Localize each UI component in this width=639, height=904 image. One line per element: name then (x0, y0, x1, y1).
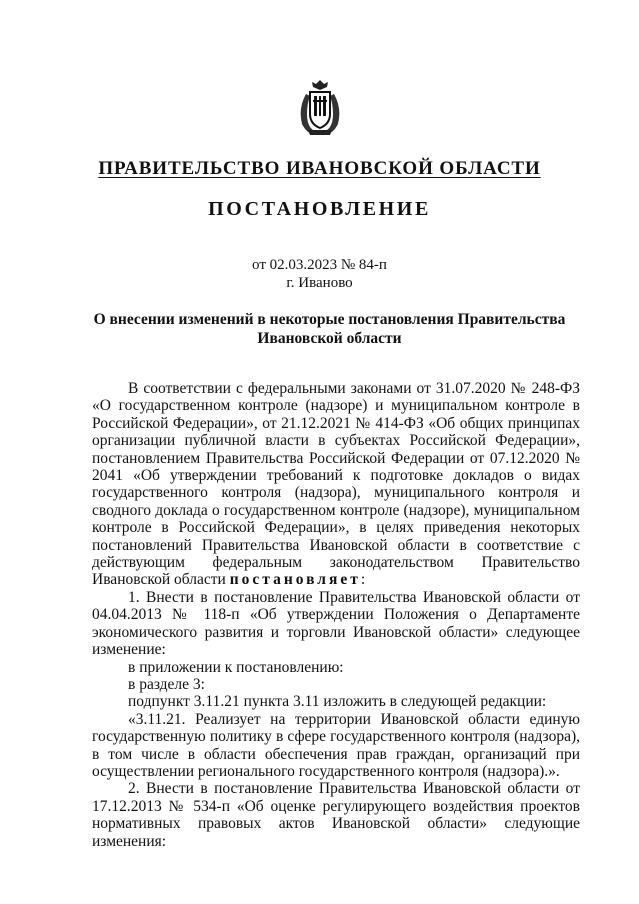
document-meta (0, 256, 639, 292)
date-number: от 02.03.2023 № 84-п (252, 257, 387, 273)
subitem-line: подпункт 3.11.21 пункта 3.11 изложить в следующей редакции: (128, 693, 547, 711)
document-subject: О внесении изменений в некоторые постановления Правительства Ивановской области (93, 311, 566, 347)
document-type: ПОСТАНОВЛЕНИЕ (208, 198, 431, 220)
city: г. Иваново (286, 275, 353, 291)
document-body (92, 380, 580, 850)
preamble-paragraph (92, 380, 580, 589)
preamble-text: В соответствии с федеральными законами от 31.07.2020 № 248-ФЗ «О государственном контроле (надзоре) и муниципальном контроле в Российской Федерации», от 21.12.2021 № 414-ФЗ «Об общих принципах организации публичной власти в субъектах Российской Федерации», постановлением Правительства Российской Федерации от 07.12.2020 № 2041 «Об утверждении требований к подготовке докладов о видах государственного контроля (надзора), муниципального контроля и сводного доклада о государственном контроле (надзоре), муниципальном контроле в Российской Федерации», в целях приведения некоторых постановлений Правительства Ивановской области в соответствие с действующим федеральным законодательством Правительство Ивановской области (92, 380, 580, 589)
decree-word: постановляет (229, 571, 361, 589)
item-2-paragraph: 2. Внести в постановление Правительства Ивановской области от 17.12.2013 № 534-п «Об оценке регулирующего воздействия проектов нормативных правовых актов Ивановской области» следующие изменения: (92, 780, 580, 850)
quote-paragraph: «3.11.21. Реализует на территории Ивановской области единую государственную политику в сфере государственного контроля (надзора), в том числе в области обеспечения прав граждан, организаций при осуществлении регионального государственного контроля (надзора).». (92, 710, 580, 780)
section-line: в разделе 3: (128, 675, 205, 693)
organization-title: ПРАВИТЕЛЬСТВО ИВАНОВСКОЙ ОБЛАСТИ (98, 158, 541, 179)
decree-colon: : (360, 571, 366, 589)
item-1-paragraph: 1. Внести в постановление Правительства Ивановской области от 04.04.2013 № 118-п «Об утверждении Положения о Департаменте экономического развития и торговли Ивановской области» следующее изменение: (92, 588, 580, 659)
coat-of-arms-icon (296, 78, 344, 138)
appendix-line: в приложении к постановлению: (128, 658, 344, 676)
